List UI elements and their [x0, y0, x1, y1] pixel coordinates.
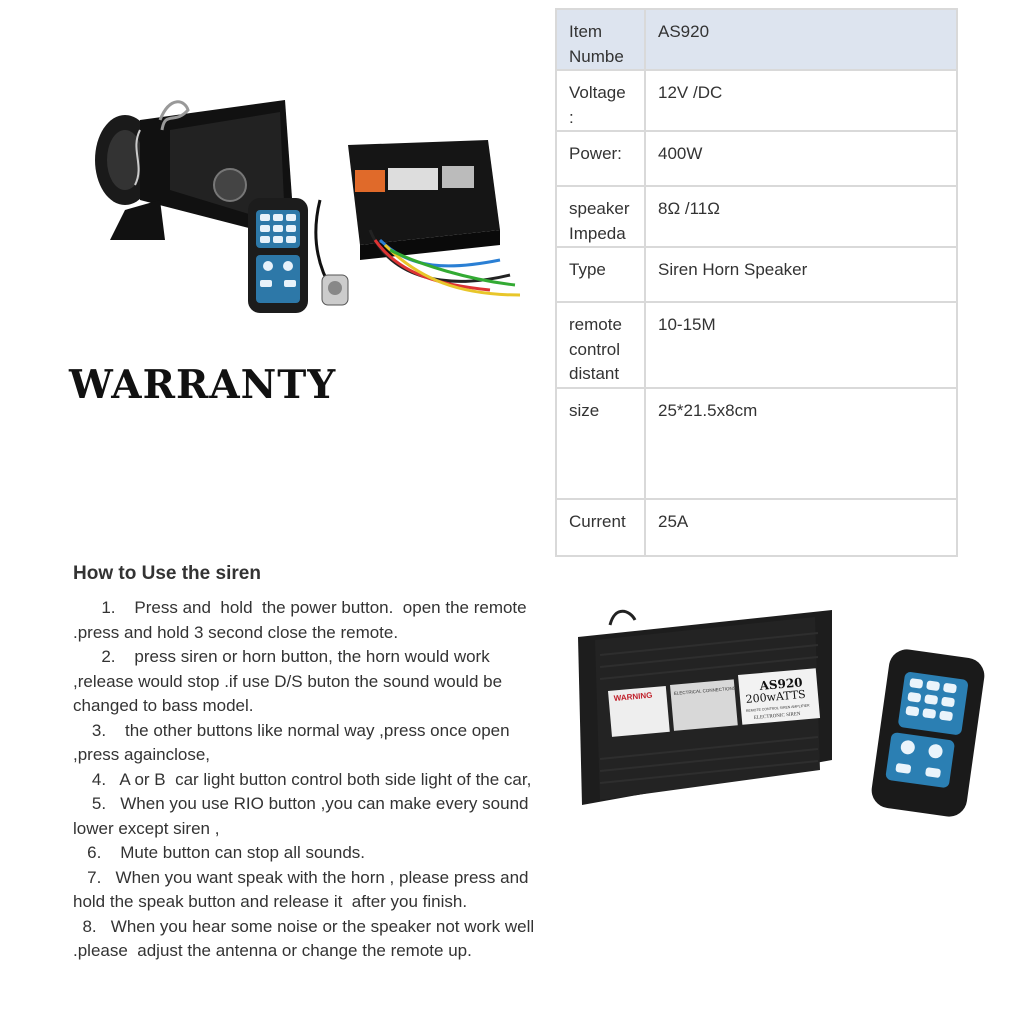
remote-control-icon: [248, 198, 308, 313]
instruction-step: 2. press siren or horn button, the horn would work ,release would stop .if use D/S buton the sound would be changed to bass model.: [73, 647, 507, 715]
spec-row-voltage: [556, 70, 957, 131]
spec-value: 400W: [645, 131, 957, 186]
spec-value: 10-15M: [645, 302, 957, 388]
warning-label: WARNING: [613, 690, 653, 703]
spec-row-item-number: [556, 9, 957, 70]
instruction-step: 6. Mute button can stop all sounds.: [73, 843, 366, 862]
spec-row-current: [556, 499, 957, 556]
spec-table: [555, 8, 958, 557]
warranty-heading: WARRANTY: [69, 362, 337, 408]
remote-control-closeup-icon: [869, 647, 986, 819]
instruction-step: 4. A or B car light button control both side light of the car,: [73, 769, 532, 789]
instruction-list: [73, 596, 553, 964]
amplifier-box-icon: [348, 140, 500, 260]
spec-label: size: [556, 388, 645, 499]
connections-label: ELECTRICAL CONNECTIONS: [673, 685, 736, 696]
spec-label: Type: [556, 247, 645, 302]
key-switch-icon: [322, 275, 348, 305]
spec-row-power: [556, 131, 957, 186]
spec-label: Item Numbe: [556, 9, 645, 70]
spec-value: AS920: [645, 9, 957, 70]
instruction-step: 3. the other buttons like normal way ,press once open ,press againclose,: [73, 720, 515, 764]
spec-label: Power:: [556, 131, 645, 186]
spec-label: Current: [556, 499, 645, 556]
spec-label: speaker Impeda: [556, 186, 645, 247]
spec-row-size: [556, 388, 957, 499]
amplifier-remote-photo: [570, 595, 990, 825]
amplifier-subtitle: REMOTE CONTROL SIREN AMPLIFIER: [745, 703, 810, 713]
spec-label: remote control distant: [556, 302, 645, 388]
spec-row-type: [556, 247, 957, 302]
siren-subtitle: ELECTRONIC SIREN: [753, 711, 801, 721]
instruction-step: 5. When you use RIO button ,you can make every sound lower except siren ,: [73, 794, 534, 838]
amplifier-closeup-icon: [578, 610, 832, 805]
model-label: AS920: [759, 675, 804, 693]
spec-value: 8Ω /11Ω: [645, 186, 957, 247]
spec-row-remote-distance: [556, 302, 957, 388]
spec-label: Voltage :: [556, 70, 645, 131]
siren-kit-photo: [70, 90, 530, 330]
howto-title: How to Use the siren: [73, 563, 261, 584]
instruction-step: 8. When you hear some noise or the speaker not work well .please adjust the antenna or change the remote up.: [73, 916, 539, 960]
watts-label: 200wATTS: [745, 687, 807, 706]
instruction-step: 1. Press and hold the power button. open the remote .press and hold 3 second close the remote.: [73, 598, 532, 642]
spec-value: 12V /DC: [645, 70, 957, 131]
instruction-step: 7. When you want speak with the horn , please press and hold the speak button and release it after you finish.: [73, 867, 534, 911]
spec-value: Siren Horn Speaker: [645, 247, 957, 302]
spec-value: 25*21.5x8cm: [645, 388, 957, 499]
spec-value: 25A: [645, 499, 957, 556]
spec-row-speaker-impedance: [556, 186, 957, 247]
